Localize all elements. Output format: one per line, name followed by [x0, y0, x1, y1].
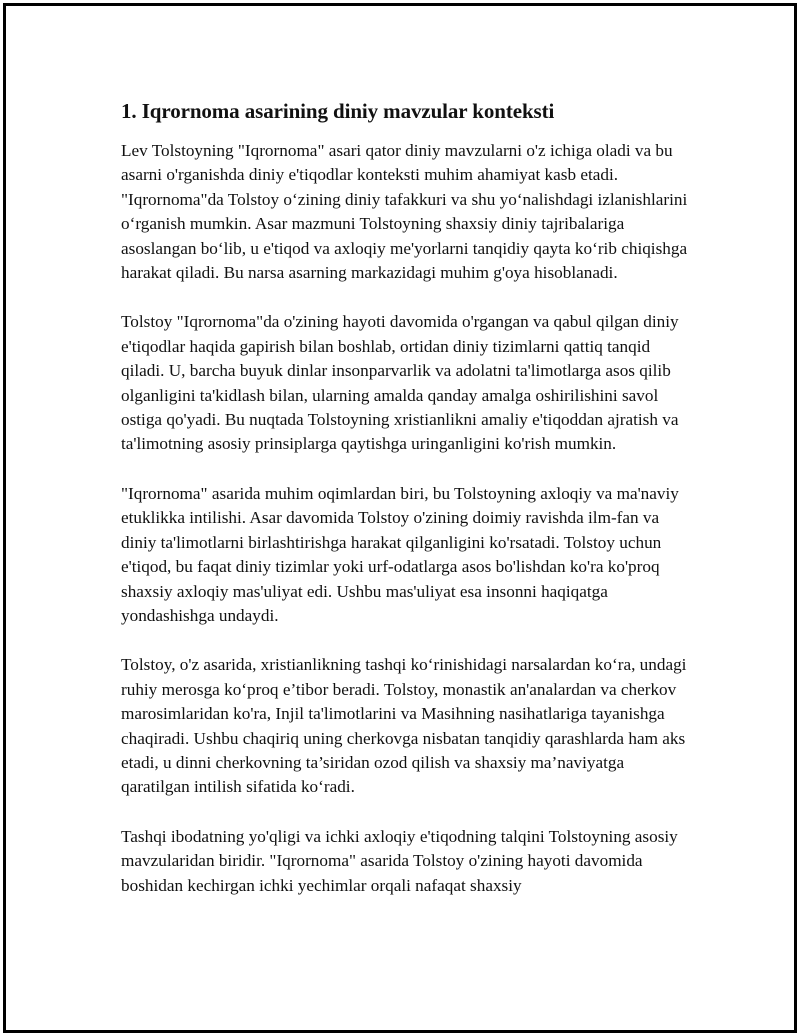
- paragraph: Tolstoy "Iqrornoma"da o'zining hayoti davomida o'rgangan va qabul qilgan diniy e'tiqodlar haqida gapirish bilan boshlab, ortidan diniy tizimlarni qattiq tanqid qiladi. U, barcha buyuk dinlar insonparvarlik va adolatni ta'limotlarga asos qilib olganligini ta'kidlash bilan, ularning amalda qanday amalga oshirilishini savol ostiga qo'yadi. Bu nuqtada Tolstoyning xristianlikni amaliy e'tiqoddan ajratish va ta'limotning asosiy prinsiplarga qaytishga uringanligini ko'rish mumkin.: [121, 312, 679, 454]
- section-heading: 1. Iqrornoma asarining diniy mavzular konteksti: [121, 99, 555, 123]
- document-page: [3, 3, 797, 1033]
- paragraph: Tashqi ibodatning yo'qligi va ichki axloqiy e'tiqodning talqini Tolstoyning asosiy mavzularidan biridir. "Iqrornoma" asarida Tolstoy o'zining hayoti davomida boshidan kechirgan ichki yechimlar orqali nafaqat shaxsiy: [121, 826, 678, 895]
- paragraph: Tolstoy, o'z asarida, xristianlikning tashqi ko‘rinishidagi narsalardan ko‘ra, undagi ruhiy merosga ko‘proq e’tibor beradi. Tolstoy, monastik an'analardan va cherkov marosimlaridan ko'ra, Injil ta'limotlarini va Masihning nasihatlariga tayanishga chaqiradi. Ushbu chaqiriq uning cherkovga nisbatan tanqidiy qarashlarda ham aks etadi, u dinni cherkovning ta’siridan ozod qilish va shaxsiy ma’naviyatga qaratilgan intilish sifatida ko‘radi.: [121, 655, 687, 797]
- paragraph: Lev Tolstoyning "Iqrornoma" asari qator diniy mavzularni o'z ichiga oladi va bu asarni o'rganishda diniy e'tiqodlar konteksti muhim ahamiyat kasb etadi. "Iqrornoma"da Tolstoy o‘zining diniy tafakkuri va shu yo‘nalishdagi izlanishlarini o‘rganish mumkin. Asar mazmuni Tolstoyning shaxsiy diniy tajribalariga asoslangan bo‘lib, u e'tiqod va axloqiy me'yorlarni tanqidiy qayta ko‘rib chiqishga harakat qiladi. Bu narsa asarning markazidagi muhim g'oya hisoblanadi.: [121, 141, 688, 283]
- document-body: [121, 94, 693, 923]
- paragraph: "Iqrornoma" asarida muhim oqimlardan biri, bu Tolstoyning axloqiy va ma'naviy etuklikka intilishi. Asar davomida Tolstoy o'zining doimiy ravishda ilm-fan va diniy ta'limotlarni birlashtirishga harakat qilganligini ko'rsatadi. Tolstoy uchun e'tiqod, bu faqat diniy tizimlar yoki urf-odatlarga asos bo'lishdan ko'ra ko'proq shaxsiy axloqiy mas'uliyat edi. Ushbu mas'uliyat esa insonni haqiqatga yondashishga undaydi.: [121, 483, 679, 625]
